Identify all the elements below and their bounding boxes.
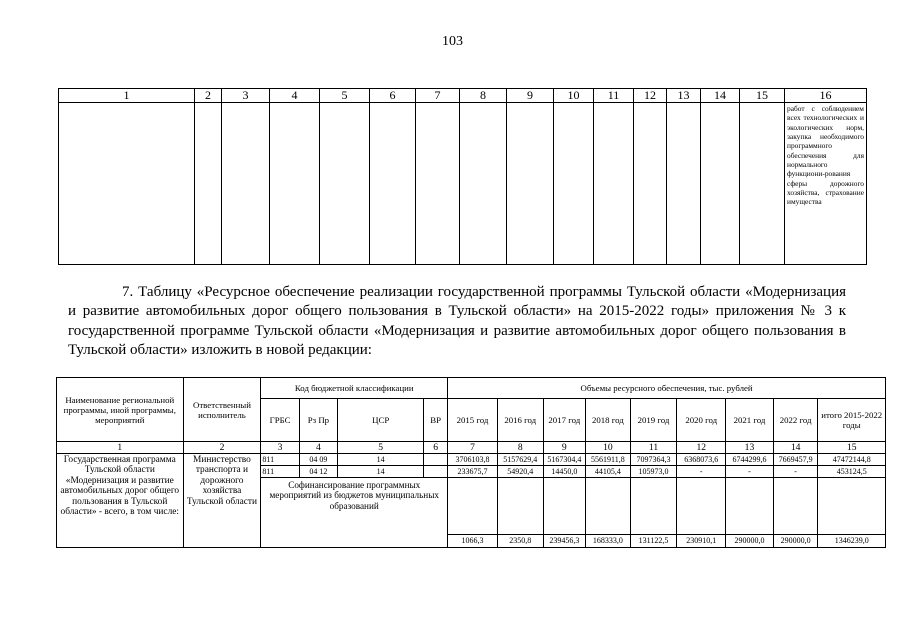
- col-number: 2: [183, 442, 261, 454]
- rzpr-value: 04 09: [299, 454, 337, 466]
- col-header: 3: [222, 89, 270, 103]
- header-year: 2019 год: [630, 399, 677, 442]
- amount: 5561911,8: [586, 454, 631, 466]
- col-header: 9: [507, 89, 554, 103]
- amount: 233675,7: [448, 466, 498, 478]
- col-header: 6: [370, 89, 416, 103]
- amount: -: [726, 466, 774, 478]
- csr-value: 14: [338, 454, 424, 466]
- header-grbs: ГРБС: [261, 399, 299, 442]
- col-number: 6: [424, 442, 448, 454]
- continuation-body-row: [59, 103, 867, 265]
- amount: 1066,3: [448, 535, 498, 548]
- header-executor: Ответственный исполнитель: [183, 378, 261, 442]
- col-number: 1: [57, 442, 184, 454]
- amount: 44105,4: [586, 466, 631, 478]
- header-year: 2015 год: [448, 399, 498, 442]
- header-year: 2017 год: [543, 399, 586, 442]
- amount: 290000,0: [773, 535, 818, 548]
- amount: 230910,1: [677, 535, 726, 548]
- col-number: 7: [448, 442, 498, 454]
- amount: 7669457,9: [773, 454, 818, 466]
- header-csr: ЦСР: [338, 399, 424, 442]
- header-rzpr: Рз Пр: [299, 399, 337, 442]
- header-volumes: Объемы ресурсного обеспечения, тыс. рублей: [448, 378, 886, 399]
- col-number: 11: [630, 442, 677, 454]
- col-number: 14: [773, 442, 818, 454]
- header-year: 2022 год: [773, 399, 818, 442]
- header-year: 2021 год: [726, 399, 774, 442]
- amount-total: 1346239,0: [818, 535, 886, 548]
- continuation-table: [58, 88, 867, 265]
- col16-note: работ с соблюдением всех технологических и экологических норм, закупка необходимого программного обеспечения для нормального функциони-рования сферы дорожного хозяйства, страхование имущества: [785, 103, 867, 265]
- resource-table: [56, 377, 886, 548]
- continuation-header-row: [59, 89, 867, 103]
- column-number-row: [57, 442, 886, 454]
- amount: -: [773, 466, 818, 478]
- amount: 7097364,3: [630, 454, 677, 466]
- header-year: 2020 год: [677, 399, 726, 442]
- amount: 6368073,6: [677, 454, 726, 466]
- col-header: 10: [554, 89, 594, 103]
- col-header: 15: [740, 89, 785, 103]
- col-number: 13: [726, 442, 774, 454]
- table-row: [57, 454, 886, 466]
- col-header: 11: [594, 89, 634, 103]
- col-header: 8: [460, 89, 507, 103]
- col-header: 5: [320, 89, 370, 103]
- col-number: 15: [818, 442, 886, 454]
- header-vr: ВР: [424, 399, 448, 442]
- amount: 2350,8: [497, 535, 543, 548]
- amount: 5157629,4: [497, 454, 543, 466]
- amount: 131122,5: [630, 535, 677, 548]
- cofinancing-label: Софинансирование программных мероприятий из бюджетов муниципальных образований: [261, 478, 448, 548]
- rzpr-value: 04 12: [299, 466, 337, 478]
- amount: -: [677, 466, 726, 478]
- col-number: 5: [338, 442, 424, 454]
- col-number: 8: [497, 442, 543, 454]
- col-number: 12: [677, 442, 726, 454]
- header-name: Наименование региональной программы, иной программы, мероприятий: [57, 378, 184, 442]
- grbs-value: 811: [261, 454, 299, 466]
- amount: 168333,0: [586, 535, 631, 548]
- col-header: 16: [785, 89, 867, 103]
- program-name: Государственная программа Тульской области «Модернизация и развитие автомобильных дорог общего пользования в Тульской области» - всего, в том числе:: [57, 454, 184, 548]
- amount-total: 453124,5: [818, 466, 886, 478]
- col-number: 4: [299, 442, 337, 454]
- col-number: 9: [543, 442, 586, 454]
- amount-total: 47472144,8: [818, 454, 886, 466]
- header-total: итого 2015-2022 годы: [818, 399, 886, 442]
- instruction-paragraph: 7. Таблицу «Ресурсное обеспечение реализации государственной программы Тульской области «Модернизация и развитие автомобильных дорог общего пользования в Тульской области» на 2015-2022 годы» приложения № 3 к государственной программе Тульской области «Модернизация и развитие автомобильных дорог общего пользования в Тульской области» изложить в новой редакции:: [68, 284, 846, 358]
- amount: 14450,0: [543, 466, 586, 478]
- page-number: 103: [442, 34, 463, 49]
- col-header: 12: [634, 89, 667, 103]
- col-header: 2: [195, 89, 222, 103]
- amount: 6744299,6: [726, 454, 774, 466]
- executor: Министерство транспорта и дорожного хозяйства Тульской области: [183, 454, 261, 548]
- header-year: 2018 год: [586, 399, 631, 442]
- amount: 3706103,8: [448, 454, 498, 466]
- col-header: 4: [270, 89, 320, 103]
- col-number: 3: [261, 442, 299, 454]
- col-number: 10: [586, 442, 631, 454]
- grbs-value: 811: [261, 466, 299, 478]
- col-header: 14: [701, 89, 740, 103]
- header-year: 2016 год: [497, 399, 543, 442]
- csr-value: 14: [338, 466, 424, 478]
- header-budget-code: Код бюджетной классификации: [261, 378, 448, 399]
- col-header: 13: [667, 89, 701, 103]
- amount: 239456,3: [543, 535, 586, 548]
- col-header: 7: [416, 89, 460, 103]
- col-header: 1: [59, 89, 195, 103]
- amount: 5167304,4: [543, 454, 586, 466]
- amount: 290000,0: [726, 535, 774, 548]
- amount: 105973,0: [630, 466, 677, 478]
- amount: 54920,4: [497, 466, 543, 478]
